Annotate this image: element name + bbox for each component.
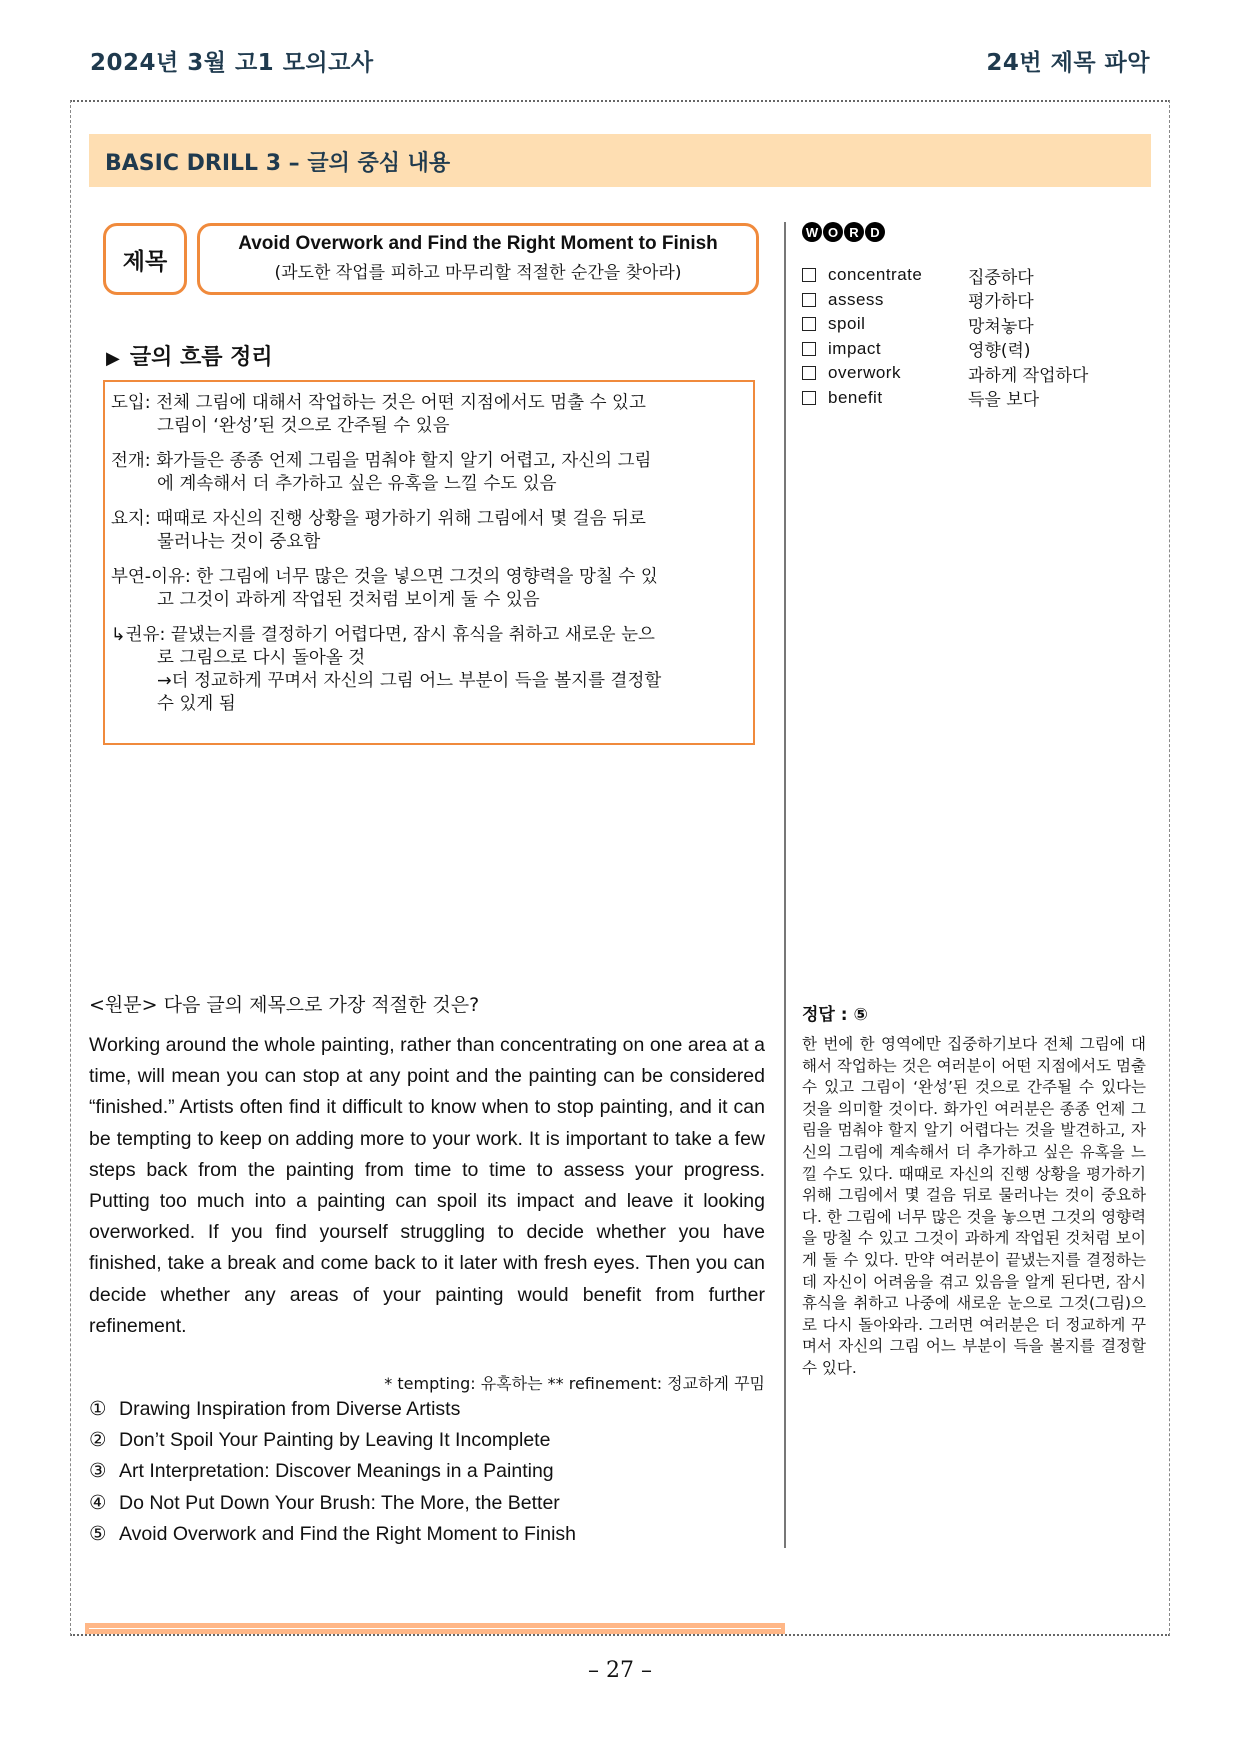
footer-accent-bar	[85, 1623, 785, 1634]
circled-letter-o: O	[823, 222, 843, 242]
flow-item-reason	[111, 566, 747, 612]
title-box	[197, 223, 759, 295]
page-header	[90, 44, 1150, 84]
choice-number: ②	[89, 1429, 107, 1452]
choice-text: Drawing Inspiration from Diverse Artists	[119, 1398, 461, 1420]
flow-line: 에 계속해서 더 추가하고 싶은 유혹을 느낄 수도 있음	[157, 474, 557, 494]
vocab-korean: 영향(력)	[968, 341, 1031, 362]
circled-letter-d: D	[865, 222, 885, 242]
vocab-english: overwork	[828, 363, 901, 383]
vocab-item	[802, 288, 1142, 313]
answer-explanation: 한 번에 한 영역에만 집중하기보다 전체 그림에 대해서 작업하는 것은 여러분이 어떤 지점에서도 멈출 수 있고 그림이 ‘완성’된 것으로 간주될 수 있다는 것을 의미할 것이다. 화가인 여러분은 종종 언제 그림을 멈춰야 할지 알기 어렵다는 것을 발견하고, 자신의 그림에 계속해서 더 추가하고 싶은 유혹을 느낄 수도 있다. 때때로 자신의 진행 상황을 평가하기 위해 그림에서 몇 걸음 뒤로 물러나는 것이 중요하다. 한 그림에 너무 많은 것을 놓으면 그것의 영향력을 망칠 수 있고 그것이 과하게 작업된 것처럼 보이게 둘 수 있다. 만약 여러분이 끝냈는지를 결정하는 데 자신이 어려움을 겪고 있음을 알게 된다면, 잠시 휴식을 취하고 나중에 새로운 눈으로 그것(그림)으로 다시 돌아와라. 그러면 여러분은 더 정교하게 꾸며서 자신의 그림 어느 부분이 득을 볼지를 결정할 수 있다.	[802, 1035, 1146, 1377]
circled-letter-r: R	[844, 222, 864, 242]
choice-4[interactable]	[89, 1488, 576, 1519]
choice-text: Avoid Overwork and Find the Right Moment to Finish	[119, 1522, 577, 1545]
vocab-korean: 평가하다	[968, 292, 1034, 313]
vocabulary-gloss: * tempting: 유혹하는 ** refinement: 정교하게 꾸밈	[384, 1374, 765, 1393]
vocab-korean: 망쳐놓다	[968, 316, 1034, 337]
flow-line: →더 정교하게 꾸며서 자신의 그림 어느 부분이 득을 볼지를 결정할	[157, 671, 662, 691]
vocab-korean: 과하게 작업하다	[968, 365, 1089, 386]
word-title	[802, 222, 885, 242]
choice-2[interactable]	[89, 1425, 576, 1456]
vocab-item	[802, 337, 1142, 362]
checkbox[interactable]	[802, 268, 816, 282]
choice-number: ①	[89, 1398, 107, 1420]
question-prompt: <원문> 다음 글의 제목으로 가장 적절한 것은?	[89, 994, 480, 1016]
checkbox[interactable]	[802, 317, 816, 331]
circled-letter-w: W	[802, 222, 822, 242]
vocab-item	[802, 386, 1142, 411]
flow-summary-box	[103, 380, 755, 745]
page-number: – 27 –	[588, 1658, 652, 1683]
passage-text: Working around the whole painting, rather than concentrating on one area at a time, will mean you can stop at any point and the painting can be considered “finished.” Artists often find it difficult to know when to stop painting, and it can be tempting to keep on adding more to your work. It is important to take a few steps back from the painting from time to time to assess your progress. Putting too much into a painting can spoil its impact and leave it looking overworked. If you find yourself struggling to decide whether you have finished, take a break and come back to it later with fresh eyes. Then you can decide whether any areas of your painting would benefit from further refinement.	[89, 1034, 765, 1337]
vocab-item	[802, 263, 1142, 288]
flow-heading-text: 글의 흐름 정리	[129, 345, 273, 370]
drill-title-bar	[89, 134, 1151, 187]
vocab-english: spoil	[828, 314, 866, 334]
flow-line: 그림이 ‘완성’된 것으로 간주될 수 있음	[157, 416, 450, 436]
flow-line: 도입: 전체 그림에 대해서 작업하는 것은 어떤 지점에서도 멈출 수 있고	[111, 393, 646, 413]
choice-number: ④	[89, 1491, 107, 1514]
vocab-korean: 득을 보다	[968, 390, 1040, 411]
vocabulary-list	[802, 263, 1142, 410]
flow-line: 요지: 때때로 자신의 진행 상황을 평가하기 위해 그림에서 몇 걸음 뒤로	[111, 509, 646, 529]
title-korean: (과도한 작업를 피하고 마무리할 적절한 순간을 찾아라)	[274, 263, 682, 283]
triangle-right-icon: ▶	[106, 348, 120, 369]
answer-title: 정답 : ⑤	[802, 1005, 868, 1025]
vocab-english: assess	[828, 289, 884, 309]
vocab-english: impact	[828, 338, 882, 358]
flow-item-intro	[111, 392, 747, 438]
choice-number: ③	[89, 1460, 107, 1483]
title-english: Avoid Overwork and Find the Right Moment to Finish	[238, 233, 718, 254]
flow-line: ↳권유: 끝냈는지를 결정하기 어렵다면, 잠시 휴식을 취하고 새로운 눈으	[111, 625, 655, 645]
flow-line: 부연-이유: 한 그림에 너무 많은 것을 넣으면 그것의 영향력을 망칠 수 있	[111, 567, 658, 587]
flow-line: 전개: 화가들은 종종 언제 그림을 멈춰야 할지 알기 어렵고, 자신의 그림	[111, 451, 652, 471]
flow-line: 수 있게 됨	[157, 694, 236, 714]
flow-item-main-point	[111, 508, 747, 554]
choice-1[interactable]	[89, 1394, 576, 1425]
checkbox[interactable]	[802, 342, 816, 356]
answer-choices	[89, 1394, 576, 1550]
column-divider	[784, 222, 786, 1548]
exam-name: 2024년 3월 고1 모의고사	[90, 50, 374, 76]
vocab-english: concentrate	[828, 265, 923, 285]
choice-text: Art Interpretation: Discover Meanings in a Painting	[119, 1460, 554, 1483]
flow-line: 로 그림으로 다시 돌아올 것	[157, 648, 366, 668]
vocab-item	[802, 361, 1142, 386]
flow-item-advice	[111, 624, 747, 716]
checkbox[interactable]	[802, 293, 816, 307]
flow-line: 고 그것이 과하게 작업된 것처럼 보이게 둘 수 있음	[157, 590, 540, 610]
vocab-korean: 집중하다	[968, 267, 1034, 288]
vocab-english: benefit	[828, 387, 883, 407]
question-type: 24번 제목 파악	[986, 50, 1150, 76]
flow-line: 물러나는 것이 중요함	[157, 532, 321, 552]
vocab-item	[802, 312, 1142, 337]
flow-item-development	[111, 450, 747, 496]
choice-5[interactable]	[89, 1519, 576, 1550]
choice-3[interactable]	[89, 1456, 576, 1487]
choice-number: ⑤	[89, 1522, 107, 1545]
drill-title: BASIC DRILL 3 – 글의 중심 내용	[105, 151, 451, 176]
choice-text: Do Not Put Down Your Brush: The More, the Better	[119, 1491, 560, 1514]
title-label: 제목	[103, 223, 187, 295]
checkbox[interactable]	[802, 366, 816, 380]
checkbox[interactable]	[802, 391, 816, 405]
choice-text: Don’t Spoil Your Painting by Leaving It Incomplete	[119, 1429, 551, 1452]
flow-heading	[106, 340, 273, 371]
